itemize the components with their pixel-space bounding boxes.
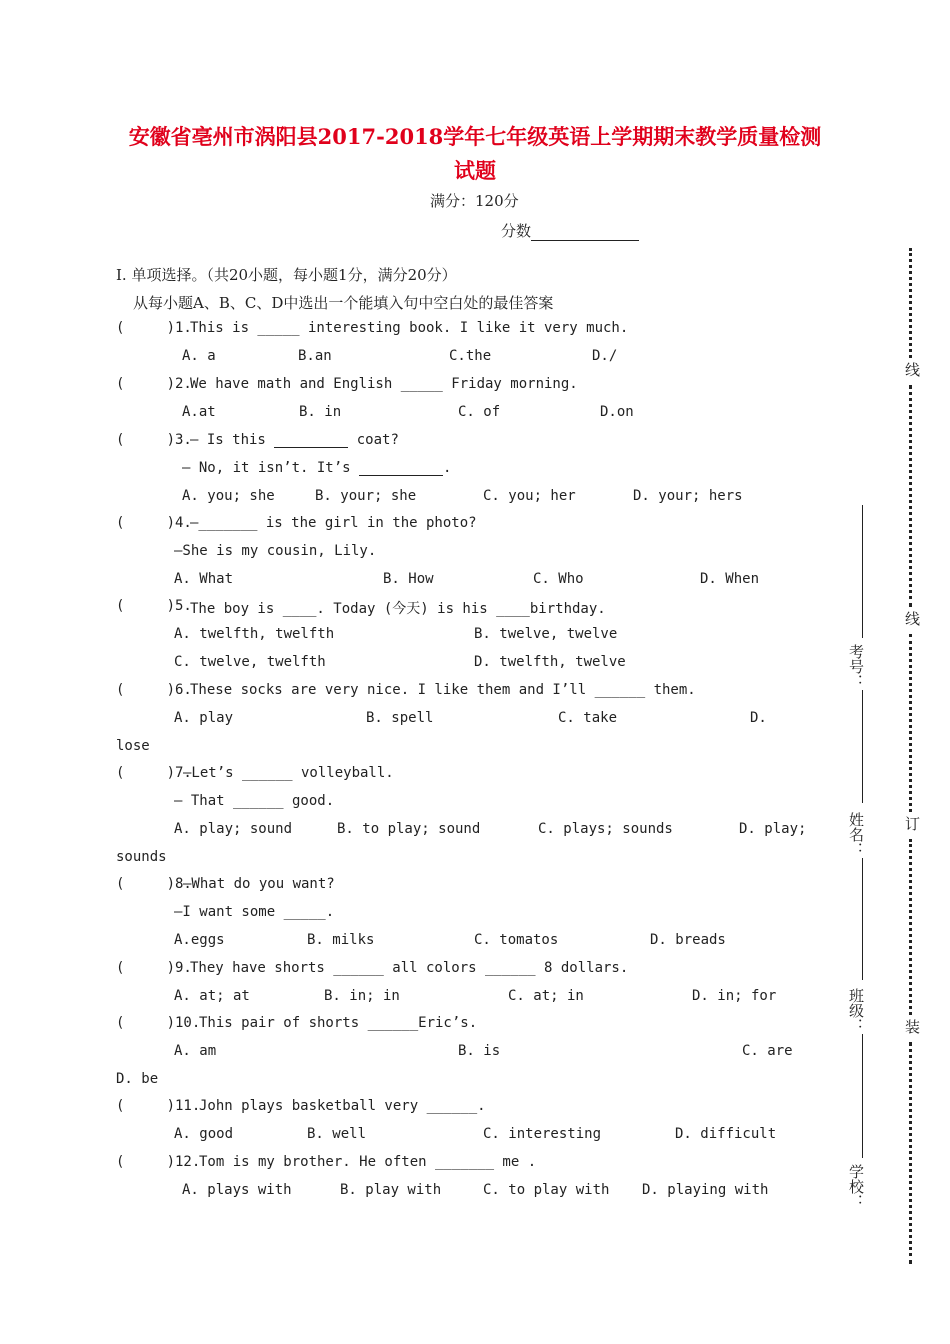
option-a: A. at; at: [174, 988, 250, 1004]
option-d: D. breads: [650, 932, 726, 948]
full-score: 满分：120分: [430, 192, 519, 210]
option-d: D./: [592, 348, 618, 364]
option-a: A. What: [174, 571, 234, 587]
question-number: ( )2.: [116, 376, 192, 392]
option-b: B. in: [299, 404, 342, 420]
option-b: B. to play; sound: [337, 821, 481, 837]
question-stem: This is _____ interesting book. I like it very much.: [190, 320, 629, 336]
question-number: ( )12.: [116, 1154, 201, 1170]
answer-blank: [359, 461, 443, 476]
option-d: D. playing with: [642, 1182, 769, 1198]
option-c: C. you; her: [483, 488, 576, 504]
question-stem: —_______ is the girl in the photo?: [190, 515, 477, 531]
option-b: B. your; she: [315, 488, 417, 504]
option-b: B. is: [458, 1043, 501, 1059]
dotted-line: [909, 1042, 912, 1264]
option-d: D. play;: [739, 821, 807, 837]
option-b: B. twelve, twelve: [474, 626, 618, 642]
option-d: D. difficult: [675, 1126, 777, 1142]
question-stem: —What do you want?: [183, 876, 335, 892]
score-field: [501, 220, 639, 241]
question-number: ( )4.: [116, 515, 192, 531]
stem-part: .: [443, 460, 452, 476]
option-c: C. are: [742, 1043, 793, 1059]
option-a: A. you; she: [182, 488, 275, 504]
stem-part: — No, it isn’t. It’s: [182, 460, 351, 476]
page-title-line1: 安徽省亳州市涡阳县2017-2018学年七年级英语上学期期末教学质量检测: [128, 124, 822, 149]
option-d-wrap: lose: [116, 738, 150, 754]
option-c: C. interesting: [483, 1126, 602, 1142]
option-d: D. in; for: [692, 988, 777, 1004]
option-b: B. How: [383, 571, 434, 587]
option-a: A.at: [182, 404, 216, 420]
option-a: A. plays with: [182, 1182, 292, 1198]
option-c: C. of: [458, 404, 501, 420]
question-number: ( )7.: [116, 765, 192, 781]
question-stem-2: — That ______ good.: [174, 793, 335, 809]
option-b: B. milks: [307, 932, 375, 948]
option-a: A. a: [182, 348, 216, 364]
option-b: B. play with: [340, 1182, 442, 1198]
school-blank: [862, 1034, 863, 1158]
exam-no-label: 考号：: [847, 644, 865, 689]
class-blank: [862, 858, 863, 980]
option-d: D. your; hers: [633, 488, 743, 504]
ding-label: 订: [903, 816, 921, 831]
question-number: ( )11.: [116, 1098, 201, 1114]
exam-no-blank: [862, 505, 863, 638]
option-c: C. to play with: [483, 1182, 610, 1198]
option-d-wrap: D. be: [116, 1071, 159, 1087]
question-stem: This pair of shorts ______Eric’s.: [199, 1015, 478, 1031]
option-c: C.the: [449, 348, 492, 364]
question-stem-2: —I want some _____.: [174, 904, 335, 920]
stem-part: coat?: [356, 432, 399, 448]
option-c: C. tomatos: [474, 932, 559, 948]
question-number: ( )10.: [116, 1015, 201, 1031]
answer-blank: [274, 433, 348, 448]
option-b: B. in; in: [324, 988, 400, 1004]
question-stem: [190, 432, 399, 448]
option-c: C. at; in: [508, 988, 584, 1004]
question-stem: They have shorts ______ all colors ______ 8 dollars.: [190, 960, 629, 976]
xian-label: 线: [903, 611, 921, 626]
option-a: A. twelfth, twelfth: [174, 626, 335, 642]
question-stem: These socks are very nice. I like them and I’ll ______ them.: [190, 682, 696, 698]
dotted-line: [909, 248, 912, 358]
question-number: ( )8.: [116, 876, 192, 892]
option-a: A. play: [174, 710, 234, 726]
question-number: ( )9.: [116, 960, 192, 976]
option-a: A. play; sound: [174, 821, 293, 837]
option-d: D. twelfth, twelve: [474, 654, 626, 670]
question-stem: —Let’s ______ volleyball.: [183, 765, 394, 781]
score-label: 分数: [501, 222, 532, 240]
question-stem: John plays basketball very ______.: [199, 1098, 486, 1114]
option-c: C. plays; sounds: [538, 821, 673, 837]
xian-label: 线: [903, 362, 921, 377]
question-stem: We have math and English _____ Friday morning.: [190, 376, 578, 392]
name-label: 姓名：: [847, 812, 865, 857]
option-d: D.on: [600, 404, 634, 420]
dotted-line: [909, 634, 912, 812]
zhuang-label: 装: [903, 1019, 921, 1034]
option-b: B. spell: [366, 710, 434, 726]
page-title-line2: 试题: [454, 158, 496, 183]
question-number: ( )1.: [116, 320, 192, 336]
school-label: 学校：: [847, 1164, 865, 1209]
option-c: C. take: [558, 710, 618, 726]
section1-heading: I. 单项选择。（共20小题，每小题1分，满分20分）: [116, 266, 457, 284]
dotted-line: [909, 385, 912, 607]
option-a: A.eggs: [174, 932, 225, 948]
question-number: ( )3.: [116, 432, 192, 448]
section1-instruction: 从每小题A、B、C、D中选出一个能填入句中空白处的最佳答案: [133, 294, 554, 312]
question-stem-2: —She is my cousin, Lily.: [174, 543, 377, 559]
name-blank: [862, 690, 863, 803]
class-label: 班级：: [847, 988, 865, 1033]
question-number: ( )6.: [116, 682, 192, 698]
question-number: ( )5.: [116, 598, 192, 614]
option-a: A. am: [174, 1043, 217, 1059]
option-c: C. twelve, twelfth: [174, 654, 326, 670]
option-d: D.: [750, 710, 767, 726]
question-stem: Tom is my brother. He often _______ me .: [199, 1154, 537, 1170]
question-stem: The boy is ____. Today (今天) is his ____birthday.: [190, 601, 606, 617]
option-d: D. When: [700, 571, 760, 587]
question-stem-2: [182, 460, 451, 476]
option-b: B.an: [298, 348, 332, 364]
option-c: C. Who: [533, 571, 584, 587]
option-d-wrap: sounds: [116, 849, 167, 865]
score-blank: [531, 226, 639, 241]
dotted-line: [909, 839, 912, 1015]
option-a: A. good: [174, 1126, 234, 1142]
option-b: B. well: [307, 1126, 367, 1142]
stem-part: — Is this: [190, 432, 266, 448]
